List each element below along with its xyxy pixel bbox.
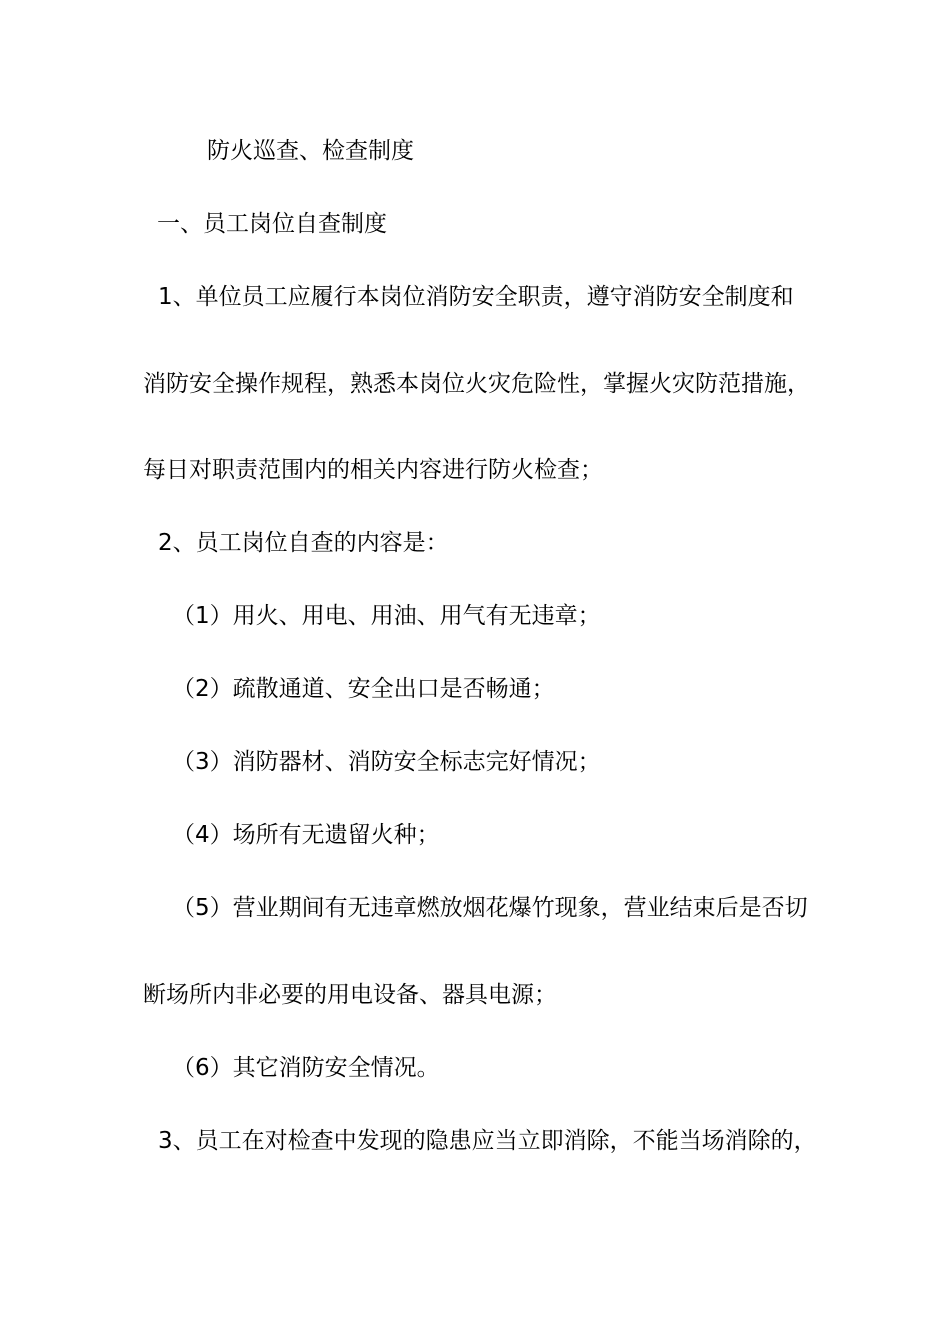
list-item: （6）其它消防安全情况。 bbox=[172, 1055, 440, 1081]
paragraph-line: 每日对职责范围内的相关内容进行防火检查； bbox=[143, 457, 603, 483]
paragraph-line: 2、员工岗位自查的内容是： bbox=[158, 530, 449, 556]
paragraph-line: 3、员工在对检查中发现的隐患应当立即消除，不能当场消除的， bbox=[158, 1128, 817, 1154]
list-item: （1）用火、用电、用油、用气有无违章； bbox=[172, 603, 601, 629]
list-item: （3）消防器材、消防安全标志完好情况； bbox=[172, 749, 601, 775]
paragraph-line: 消防安全操作规程，熟悉本岗位火灾危险性，掌握火灾防范措施， bbox=[143, 371, 810, 397]
paragraph-line: 断场所内非必要的用电设备、器具电源； bbox=[143, 982, 557, 1008]
paragraph-line: 1、单位员工应履行本岗位消防安全职责，遵守消防安全制度和 bbox=[158, 284, 794, 310]
list-item: （5）营业期间有无违章燃放烟花爆竹现象，营业结束后是否切 bbox=[172, 895, 808, 921]
section-heading: 一、员工岗位自查制度 bbox=[157, 211, 387, 237]
document-title: 防火巡查、检查制度 bbox=[207, 138, 414, 164]
list-item: （2）疏散通道、安全出口是否畅通； bbox=[172, 676, 555, 702]
list-item: （4）场所有无遗留火种； bbox=[172, 822, 440, 848]
